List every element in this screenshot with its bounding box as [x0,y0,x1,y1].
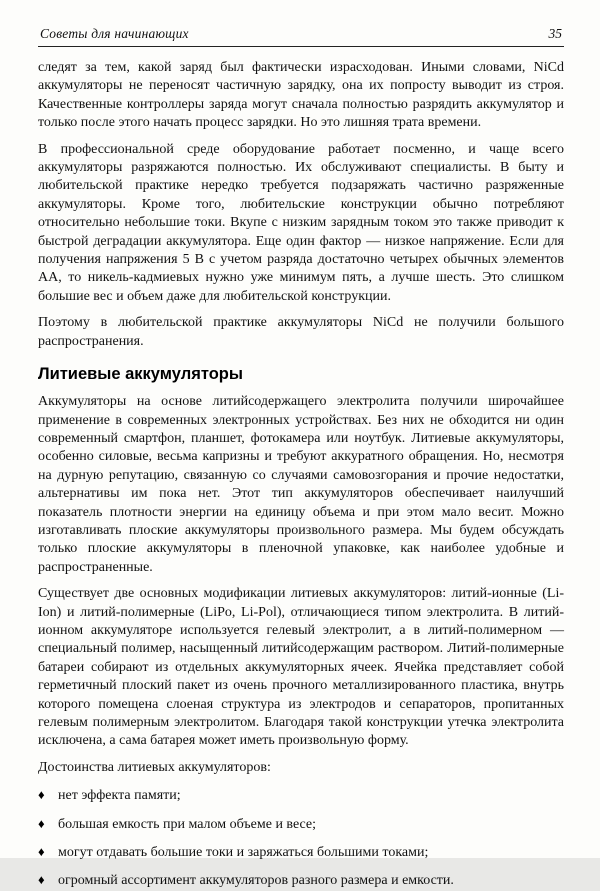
advantages-intro: Достоинства литиевых аккумуляторов: [38,759,271,775]
list-item [38,815,564,834]
advantages-list [38,786,564,891]
diamond-bullet-icon: ♦ [38,872,45,888]
list-item [38,843,564,862]
diamond-bullet-icon: ♦ [38,787,45,803]
bullet-text: большая емкость при малом объеме и весе; [58,816,317,832]
diamond-bullet-icon: ♦ [38,844,45,860]
running-title: Советы для начинающих [40,26,189,41]
diamond-bullet-icon: ♦ [38,815,45,831]
paragraph-professional-use: В профессиональной среде оборудование работает посменно, и чаще всего аккумуляторы разряжаются полностью. Их обслуживают специалисты. В быту и любительской практике нередко требуется подзаряжать частично разряженные аккумуляторы. Кроме того, любительские конструкции обычно потребляют относительно небольшие токи. Вкупе с низким зарядным током это также приводит к быстрой деградации аккумулятора. Еще один фактор — низкое напряжение. Если для получения напряжения 5 В с учетом разряда достаточно четырех обычных элементов АА, то никель-кадмиевых нужно уже минимум пять, а лучше шесть. Это слишком большие вес и объем даже для любительской конструкции. [38,141,564,304]
bullet-text: могут отдавать большие токи и заряжаться большими токами; [58,845,429,861]
bullet-text: нет эффекта памяти; [58,788,181,804]
list-item [38,871,564,890]
section-heading: Литиевые аккумуляторы [38,365,243,384]
header-rule [38,46,564,47]
paragraph-lithium-overview: Аккумуляторы на основе литийсодержащего электролита получили широчайшее применение в современных электронных устройствах. Без них не обходится ни один современный смартфон, планшет, фотокамера или ноутбук. Литиевые аккумуляторы, особенно силовые, весьма капризны и требуют аккуратного обращения. Но, несмотря на дурную репутацию, связанную со случаями самовозгорания и прочие недостатки, альтернативы им пока нет. Этот тип аккумуляторов обеспечивает наилучший показатель плотности энергии на единицу объема и при этом мало весит. Можно изготавливать плоские аккумуляторы произвольного размера. Мы будем обсуждать только плоские аккумуляторы в пленочной упаковке, как наиболее удобные и распространенные. [38,394,564,575]
paragraph-nicd-charge: следят за тем, какой заряд был фактически израсходован. Иными словами, NiCd аккумуляторы не переносят частичную зарядку, она их попросту выводит из строя. Качественные контроллеры заряда могут сначала полностью разрядить аккумулятор и только после этого начать процесс зарядки. Но это лишняя трата времени. [38,60,564,131]
page-number: 35 [548,26,562,41]
paragraph-nicd-conclusion: Поэтому в любительской практике аккумуляторы NiCd не получили большого распространения. [38,315,564,349]
paragraph-lithium-types: Существует две основных модификации литиевых аккумуляторов: литий-ионные (Li-Ion) и литий-полимерные (LiPo, Li-Pol), отличающиеся типом электролита. В литий-ионном аккумуляторе используется гелевый электролит, а в литий-полимерном — специальный полимер, насыщенный литийсодержащим раствором. Литий-полимерные батареи собирают из отдельных аккумуляторных ячеек. Ячейка представляет собой герметичный плоский пакет из очень прочного металлизированного пластика, внутрь которого помещена слоеная структура из электродов и сепараторов, пропитанных гелевым полимерным электролитом. Благодаря такой конструкции утечка электролита исключена, а сама батарея может иметь произвольную форму. [38,586,564,749]
bullet-text: огромный ассортимент аккумуляторов разного размера и емкости. [58,873,454,889]
list-item [38,786,564,805]
page-header [38,26,564,46]
